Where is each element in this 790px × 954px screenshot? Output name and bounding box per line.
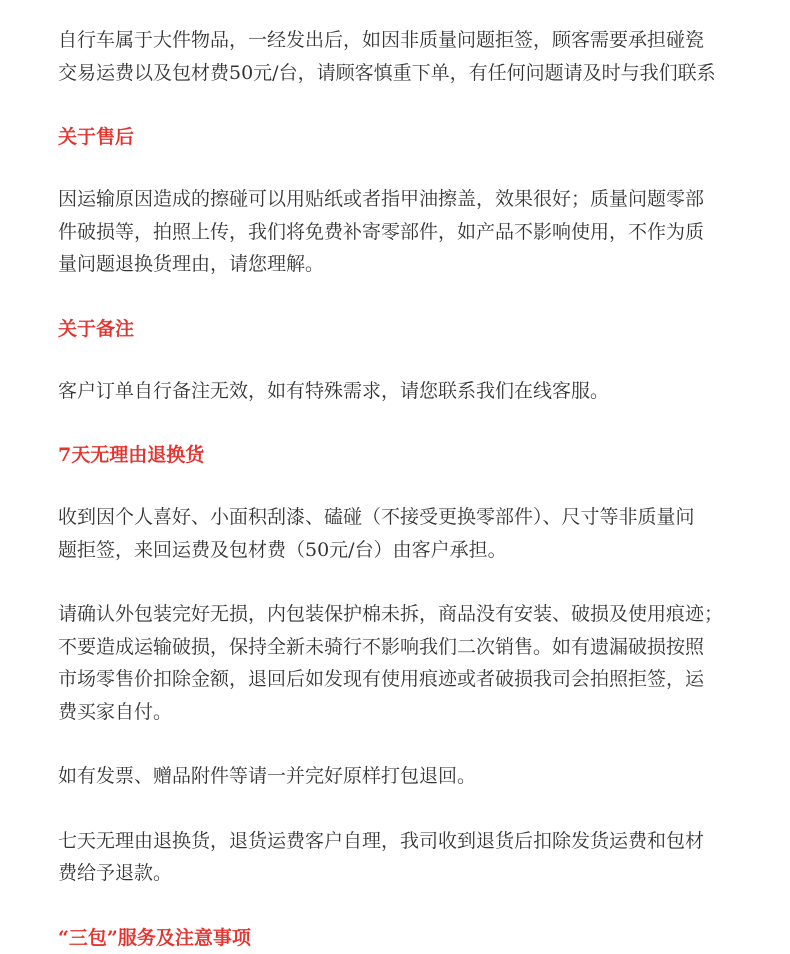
returns-heading: 7天无理由退换货 [58, 444, 205, 466]
text-line: 题拒签，来回运费及包材费（50元/台）由客户承担。 [58, 538, 507, 561]
remarks-heading: 关于备注 [58, 317, 135, 340]
returns-paragraph-2 [58, 598, 758, 728]
intro-paragraph [58, 24, 758, 89]
text-line: 自行车属于大件物品，一经发出后，如因非质量问题拒签，顾客需要承担碰瓷 [58, 29, 705, 51]
after-sales-paragraph [58, 183, 758, 281]
text-line: 收到因个人喜好、小面积刮漆、磕碰（不接受更换零部件）、尺寸等非质量问 [58, 506, 695, 528]
returns-paragraph-1 [58, 501, 758, 566]
returns-paragraph-3 [58, 760, 758, 793]
text-line: 客户订单自行备注无效，如有特殊需求，请您联系我们在线客服。 [58, 379, 610, 402]
text-line: 不要造成运输破损，保持全新未骑行不影响我们二次销售。如有遗漏破损按照 [58, 635, 705, 658]
after-sales-heading: 关于售后 [58, 126, 135, 148]
returns-paragraph-4 [58, 825, 758, 890]
text-line: 费给予退款。 [58, 862, 173, 884]
text-line: 七天无理由退换货，退货运费客户自理，我司收到退货后扣除发货运费和包材 [58, 829, 705, 852]
policy-document [58, 24, 758, 954]
text-line: 市场零售价扣除金额，退回后如发现有使用痕迹或者破损我司会拍照拒签，运 [58, 668, 705, 690]
text-line: 如有发票、赠品附件等请一并完好原样打包退回。 [58, 765, 477, 787]
text-line: 因运输原因造成的擦碰可以用贴纸或者指甲油擦盖，效果很好；质量问题零部 [58, 188, 705, 210]
text-line: 交易运费以及包材费50元/台，请顾客慎重下单，有任何问题请及时与我们联系 [58, 61, 716, 84]
text-line: 量问题退换货理由，请您理解。 [58, 253, 325, 275]
text-line: 请确认外包装完好无损，内包装保护棉未拆，商品没有安装、破损及使用痕迹； [58, 603, 724, 625]
text-line: 件破损等，拍照上传，我们将免费补寄零部件，如产品不影响使用，不作为质 [58, 220, 705, 243]
three-guarantees-heading: “三包”服务及注意事项 [58, 926, 251, 949]
remarks-paragraph [58, 375, 758, 408]
text-line: 费买家自付。 [58, 700, 173, 723]
